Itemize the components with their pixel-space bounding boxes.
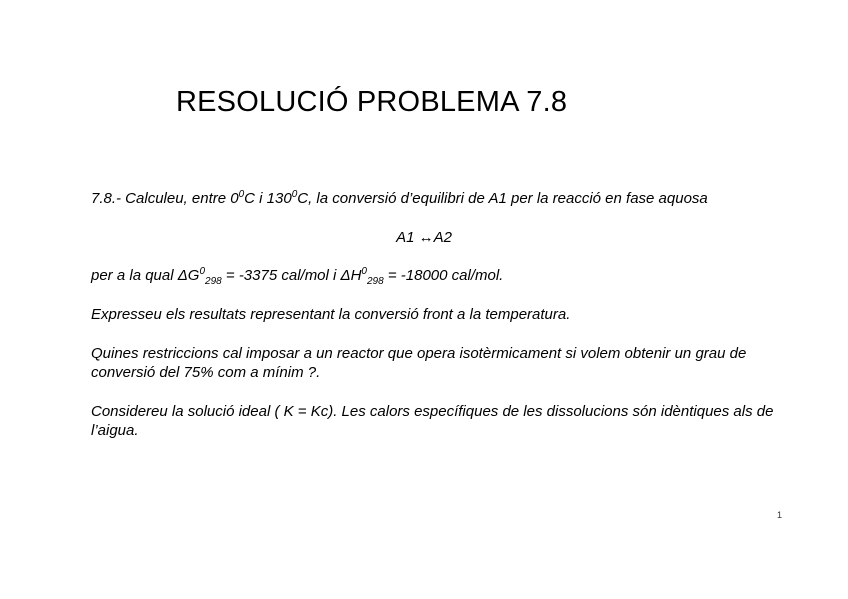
intro-degree-1: 0 bbox=[238, 189, 245, 200]
thermo-text-c: = -18000 cal/mol. bbox=[383, 267, 504, 284]
problem-intro-line bbox=[91, 190, 708, 207]
intro-degree-2: 0 bbox=[291, 189, 298, 200]
slide-title: RESOLUCIÓ PROBLEMA 7.8 bbox=[176, 86, 568, 118]
intro-text-c: C, la conversió d’equilibri de A1 per la reacció en fase aquosa bbox=[297, 190, 708, 207]
page-number: 1 bbox=[777, 510, 783, 520]
thermo-text-b: = -3375 cal/mol i ΔH bbox=[221, 267, 362, 284]
enthalpy-superscript: 0 bbox=[361, 266, 367, 277]
paragraph-ideal-solution: Considereu la solució ideal ( K = Kc). Les calors específiques de les dissolucions són idèntiques als de l’aigua. bbox=[91, 403, 774, 439]
thermo-text-a: per a la qual ΔG bbox=[91, 267, 200, 284]
paragraph-express: Expresseu els resultats representant la conversió front a la temperatura. bbox=[91, 306, 571, 323]
gibbs-superscript: 0 bbox=[199, 266, 206, 277]
intro-text-b: C i 130 bbox=[244, 190, 292, 207]
gibbs-subscript: 298 bbox=[205, 276, 222, 287]
enthalpy-subscript: 298 bbox=[366, 276, 384, 287]
paragraph-restrictions: Quines restriccions cal imposar a un reactor que opera isotèrmicament si volem obtenir un grau de conversió del 75% com a mínim ?. bbox=[91, 345, 747, 381]
thermo-data-line bbox=[91, 266, 504, 287]
intro-text-a: 7.8.- Calculeu, entre 0 bbox=[91, 190, 239, 207]
reaction-equation: A1 ↔A2 bbox=[396, 229, 452, 246]
